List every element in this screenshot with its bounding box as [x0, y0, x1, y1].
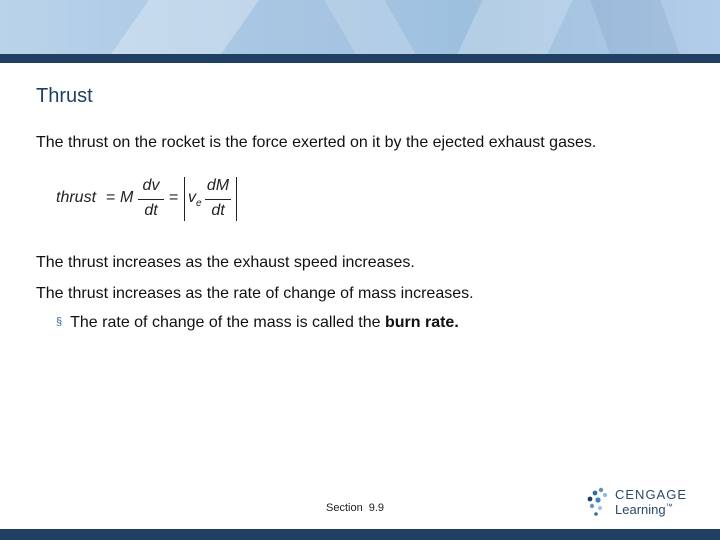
- banner-facet: [324, 0, 415, 54]
- equation-exhaust-speed: $v_e$: [188, 189, 202, 209]
- footer-section: [326, 502, 384, 514]
- equation-equals: =: [169, 189, 179, 206]
- equation-mass: M: [120, 189, 134, 206]
- header-banner: [0, 0, 720, 54]
- paragraph-exhaust-speed: The thrust increases as the exhaust speed increases.: [36, 254, 415, 271]
- section-number: 9.9: [368, 502, 384, 514]
- equation-equals: =: [106, 189, 116, 206]
- fraction-line: [138, 199, 164, 200]
- cengage-logo: [585, 487, 695, 517]
- abs-bar-right: [236, 177, 237, 221]
- bullet-burn-rate: [56, 314, 459, 332]
- paragraph-thrust-definition: The thrust on the rocket is the force exerted on it by the ejected exhaust gases.: [36, 134, 597, 151]
- banner-facet: [590, 0, 680, 54]
- abs-bar-left: [184, 177, 185, 221]
- fraction-denominator: dt: [144, 202, 158, 219]
- fraction-numerator: dv: [142, 177, 160, 194]
- bullet-text: The rate of change of the mass is called the: [70, 314, 385, 331]
- section-label: Section: [326, 502, 363, 514]
- banner-facet: [457, 0, 572, 54]
- logo-trademark: ™: [665, 503, 673, 511]
- bullet-marker-icon: §: [56, 316, 63, 328]
- paragraph-mass-rate: The thrust increases as the rate of change of mass increases.: [36, 285, 474, 302]
- logo-text-cengage: CENGAGE: [615, 487, 688, 502]
- fraction-line: [205, 199, 231, 200]
- subscript-e: e: [196, 198, 202, 209]
- cengage-dots-icon: [585, 487, 611, 517]
- fraction-denominator: dt: [211, 202, 225, 219]
- footer-bar: [0, 529, 720, 540]
- slide-title: Thrust: [36, 85, 93, 107]
- bullet-bold-term: burn rate.: [384, 314, 459, 331]
- header-divider-bar: [0, 54, 720, 63]
- fraction-numerator: dM: [206, 177, 230, 194]
- equation-lhs: thrust: [56, 189, 97, 206]
- banner-facet: [111, 0, 259, 54]
- logo-text-learning: Learning™: [615, 502, 673, 517]
